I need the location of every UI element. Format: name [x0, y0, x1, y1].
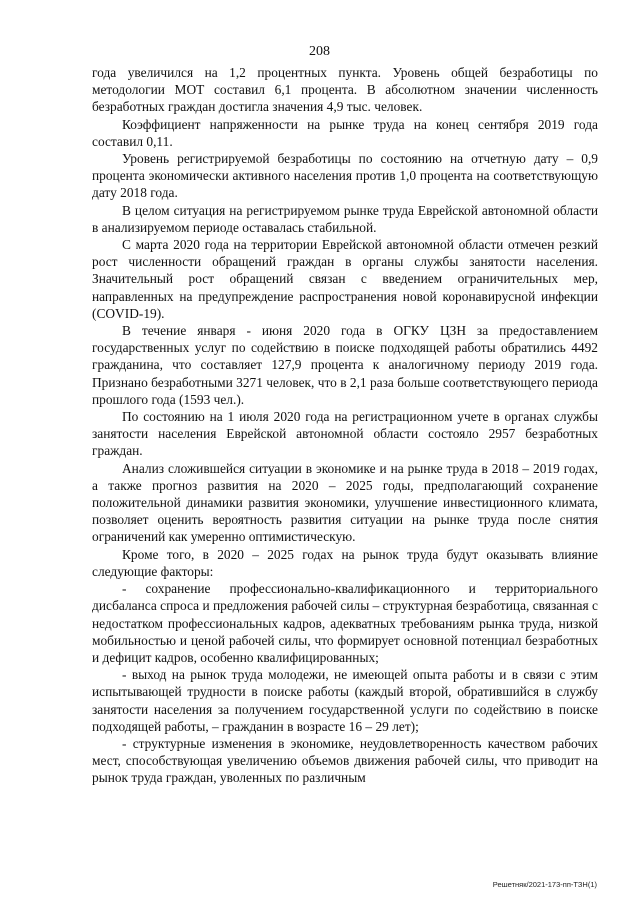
list-item-youth: - выход на рынок труда молодежи, не имеющей опыта работы и в связи с этим испытывающей трудности в поиске работы (каждый второй, обратившийся в службу занятости населения за получением государственной услуги по содействию в поиске подходящей работы, – гражданин в возрасте 16 – 29 лет);: [92, 667, 598, 734]
paragraph-stable-situation: В целом ситуация на регистрируемом рынке труда Еврейской автономной области в анализируемом периоде оставалась стабильной.: [92, 202, 598, 235]
paragraph-july-2020: По состоянию на 1 июля 2020 года на регистрационном учете в органах службы занятости населения Еврейской автономной области состояло 2957 безработных граждан.: [92, 409, 598, 459]
document-footer-code: Решетняк/2021-173-пп-ТЗН(1): [492, 880, 597, 889]
paragraph-continuation: года увеличился на 1,2 процентных пункта. Уровень общей безработицы по методологии МОТ составил 6,1 процента. В абсолютном значении численность безработных граждан достигла значения 4,9 тыс. человек.: [92, 65, 598, 115]
paragraph-factors-intro: Кроме того, в 2020 – 2025 годах на рынок труда будут оказывать влияние следующие факторы:: [92, 546, 598, 579]
list-item-structural-unemployment: - сохранение профессионально-квалификационного и территориального дисбаланса спроса и предложения рабочей силы – структурная безработица, связанная с недостатком профессиональных кадров, адекватных требованиям рынка труда, низкой мобильностью и ценой рабочей силы, что формирует основной потенциал безработных и дефицит кадров, особенно квалифицированных;: [92, 581, 598, 665]
body-text: [92, 64, 598, 787]
list-item-structural-changes: - структурные изменения в экономике, неудовлетворенность качеством рабочих мест, способствующая увеличению объемов движения рабочей силы, что приводит на рынок труда граждан, уволенных по различным: [92, 735, 598, 786]
paragraph-march-2020: С марта 2020 года на территории Еврейской автономной области отмечен резкий рост численности обращений граждан в органы службы занятости населения. Значительный рост обращений связан с введением ограничительных мер, направленных на предупреждение распространения новой коронавирусной инфекции (COVID-19).: [92, 237, 598, 321]
paragraph-registered-unemployment: Уровень регистрируемой безработицы по состоянию на отчетную дату – 0,9 процента экономически активного населения против 1,0 процента на соответствующую дату 2018 года.: [92, 151, 598, 201]
paragraph-analysis: Анализ сложившейся ситуации в экономике и на рынке труда в 2018 – 2019 годах, а также прогноз развития на 2020 – 2025 годы, предполагающий сохранение положительной динамики развития экономики, улучшение инвестиционного климата, позволяет оценить вероятность развития ситуации на рынке труда после снятия ограничений как умеренно оптимистическую.: [92, 460, 598, 545]
paragraph-jan-jun-2020: В течение января - июня 2020 года в ОГКУ ЦЗН за предоставлением государственных услуг по содействию в поиске подходящей работы обратились 4492 гражданина, что составляет 127,9 процента к аналогичному периоду 2019 года. Признано безработными 3271 человек, что в 2,1 раза больше соответствующего периода прошлого года (1593 чел.).: [92, 323, 598, 407]
page-number: 208: [309, 44, 330, 59]
paragraph-tension-coefficient: Коэффициент напряженности на рынке труда на конец сентября 2019 года составил 0,11.: [92, 116, 598, 149]
